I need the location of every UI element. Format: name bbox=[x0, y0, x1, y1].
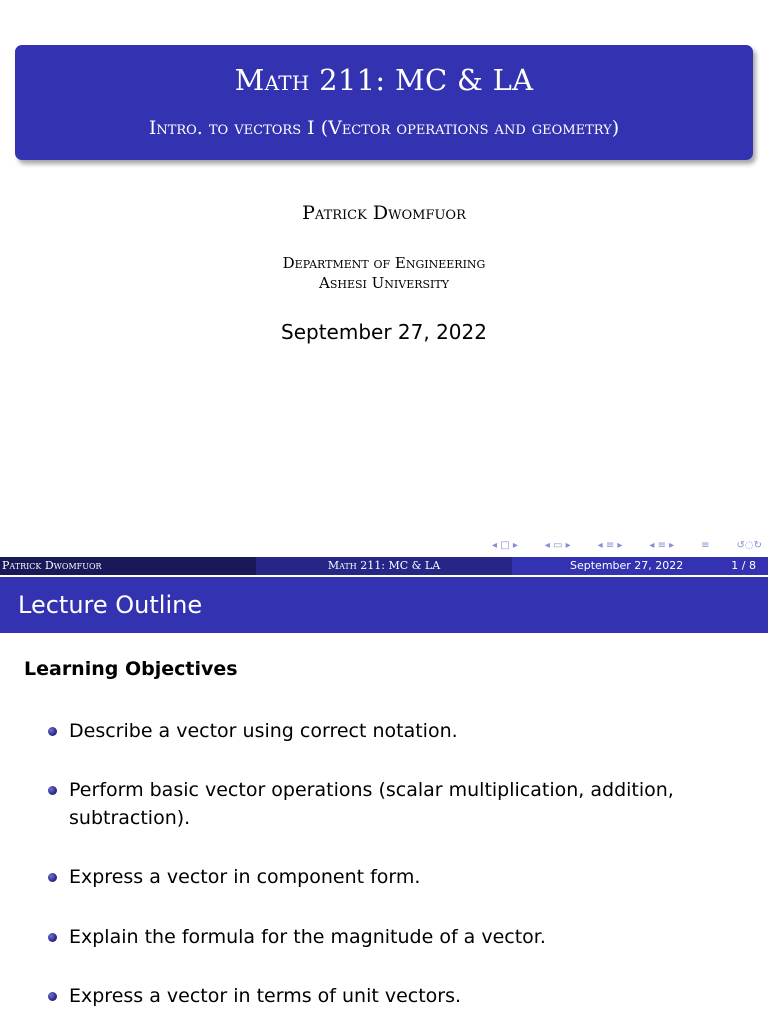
nav-left-arrow-icon[interactable]: ◂ □ ▸ bbox=[492, 539, 518, 551]
institute-department: Department of Engineering bbox=[282, 254, 486, 272]
author-name: Patrick Dwomfuor bbox=[302, 202, 466, 224]
footer-page-number: 1 / 8 bbox=[731, 559, 756, 572]
section-icon[interactable]: ◂ ≡ ▸ bbox=[649, 539, 675, 551]
footer-right bbox=[512, 557, 768, 575]
institute-university: Ashesi University bbox=[319, 274, 449, 292]
frame-title: Lecture Outline bbox=[0, 577, 768, 633]
bullet-icon bbox=[48, 727, 57, 736]
objective-item: Explain the formula for the magnitude of a vector. bbox=[69, 926, 546, 948]
footer-bar bbox=[0, 557, 768, 575]
align-icon[interactable]: ≡ bbox=[701, 539, 710, 551]
bullet-icon bbox=[48, 992, 57, 1001]
objective-item: Perform basic vector operations (scalar multiplication, addition, subtraction). bbox=[69, 779, 674, 829]
frame-icon[interactable]: ◂ ▭ ▸ bbox=[544, 539, 571, 551]
footer-title: Math 211: MC & LA bbox=[256, 557, 512, 575]
search-icon[interactable]: ↺◌↻ bbox=[736, 539, 762, 551]
learning-objectives-heading: Learning Objectives bbox=[24, 658, 238, 680]
objective-item: Express a vector in component form. bbox=[69, 866, 421, 888]
objective-item: Express a vector in terms of unit vectors. bbox=[69, 985, 462, 1007]
slide-subtitle: Intro. to vectors I (Vector operations and geometry) bbox=[148, 117, 620, 139]
navigation-bar bbox=[492, 538, 762, 552]
bullet-icon bbox=[48, 873, 57, 882]
presentation-date: September 27, 2022 bbox=[281, 320, 487, 344]
bullet-icon bbox=[48, 933, 57, 942]
bullet-icon bbox=[48, 786, 57, 795]
footer-author: Patrick Dwomfuor bbox=[0, 557, 256, 575]
slide-title: Math 211: MC & LA bbox=[234, 63, 534, 97]
objective-item: Describe a vector using correct notation. bbox=[69, 720, 458, 742]
footer-date: September 27, 2022 bbox=[570, 559, 684, 572]
title-box bbox=[15, 45, 753, 160]
subsection-icon[interactable]: ◂ ≡ ▸ bbox=[597, 539, 623, 551]
